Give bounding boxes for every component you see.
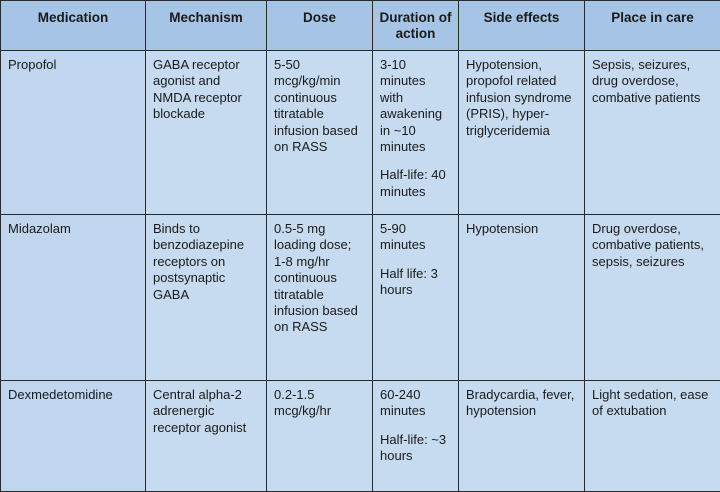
cell-duration	[373, 51, 459, 215]
mechanism-text: GABA receptor agonist and NMDA receptor blockade	[153, 57, 260, 123]
dose-text: 0.2-1.5 mcg/kg/hr	[274, 387, 366, 420]
mechanism-text: Central alpha-2 adrenergic receptor agonist	[153, 387, 260, 436]
cell-dose	[267, 381, 373, 492]
header-duration-of-action: Duration of action	[373, 1, 459, 51]
medication-name: Midazolam	[8, 221, 139, 237]
table-row	[1, 381, 720, 492]
cell-dose	[267, 51, 373, 215]
header-place-in-care: Place in care	[585, 1, 720, 51]
cell-side-effects	[459, 215, 585, 381]
cell-medication	[1, 51, 146, 215]
header-mechanism: Mechanism	[146, 1, 267, 51]
duration-text: 5-90 minutes	[380, 221, 452, 254]
place-in-care-text: Light sedation, ease of extubation	[592, 387, 714, 420]
cell-side-effects	[459, 51, 585, 215]
mechanism-text: Binds to benzodiazepine receptors on postsynaptic GABA	[153, 221, 260, 303]
cell-dose	[267, 215, 373, 381]
cell-place-in-care	[585, 215, 720, 381]
cell-side-effects	[459, 381, 585, 492]
half-life-text: Half life: 3 hours	[380, 266, 452, 299]
cell-place-in-care	[585, 381, 720, 492]
place-in-care-text: Drug overdose, combative patients, sepsis, seizures	[592, 221, 714, 270]
header-dose: Dose	[267, 1, 373, 51]
header-side-effects: Side effects	[459, 1, 585, 51]
half-life-text: Half-life: ~3 hours	[380, 432, 452, 465]
half-life-text: Half-life: 40 minutes	[380, 167, 452, 200]
dose-text: 5-50 mcg/kg/min continuous titratable infusion based on RASS	[274, 57, 366, 155]
table-header-row	[1, 1, 720, 51]
duration-text: 3-10 minutes with awakening in ~10 minutes	[380, 57, 452, 155]
place-in-care-text: Sepsis, seizures, drug overdose, combative patients	[592, 57, 714, 106]
cell-mechanism	[146, 215, 267, 381]
cell-place-in-care	[585, 51, 720, 215]
table-row	[1, 215, 720, 381]
medication-name: Propofol	[8, 57, 139, 73]
medication-name: Dexmedetomidine	[8, 387, 139, 403]
header-medication: Medication	[1, 1, 146, 51]
duration-text: 60-240 minutes	[380, 387, 452, 420]
cell-medication	[1, 215, 146, 381]
side-effects-text: Bradycardia, fever, hypotension	[466, 387, 578, 420]
side-effects-text: Hypotension	[466, 221, 578, 237]
cell-duration	[373, 381, 459, 492]
table-row	[1, 51, 720, 215]
dose-text: 0.5-5 mg loading dose; 1-8 mg/hr continuous titratable infusion based on RASS	[274, 221, 366, 336]
cell-mechanism	[146, 381, 267, 492]
cell-duration	[373, 215, 459, 381]
side-effects-text: Hypotension, propofol related infusion syndrome (PRIS), hyper-triglyceridemia	[466, 57, 578, 139]
cell-medication	[1, 381, 146, 492]
cell-mechanism	[146, 51, 267, 215]
